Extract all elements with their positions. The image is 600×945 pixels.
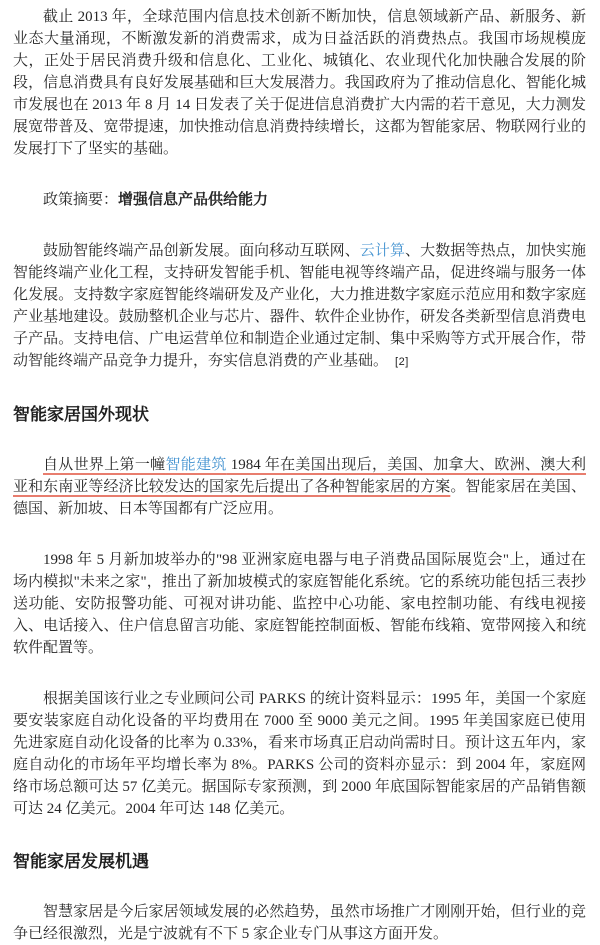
paragraph-singapore-expo: 1998 年 5 月新加坡举办的"98 亚洲家庭电器与电子消费品国际展览会"上，通过在场内模拟"未来之家"，推出了新加坡模式的家庭智能化系统。它的系统功能包括三表抄送功能、安防报警功能、可视对讲功能、监控中心功能、家电控制功能、有线电视接入、电话接入、住户信息留言功能、家庭智能控制面板、智能布线箱、宽带网接入和统软件配置等。 xyxy=(13,552,586,656)
citation-marker-2[interactable]: [2] xyxy=(395,356,409,368)
annotated-text-start: 自从世界上第一幢 xyxy=(43,457,166,473)
policy-detail-text-after: 、大数据等热点，加快实施智能终端产业化工程，支持研发智能手机、智能电视等终端产品，促进终端与服务一体化发展。支持数字家庭智能终端研发及产业化，大力推进数字家庭示范应用和数字家庭产业基地建设。鼓励整机企业与芯片、器件、软件企业协作，研发各类新型信息消费电子产品。支持电信、广电运营单位和制造企业通过定制、集中采购等方式开展合作，带动智能终端产品竞争力提升，夯实信息消费的产业基础。 xyxy=(13,243,586,369)
paragraph-intro: 截止 2013 年，全球范围内信息技术创新不断加快，信息领域新产品、新服务、新业态大量涌现，不断激发新的消费需求，成为日益活跃的消费热点。我国市场规模庞大，正处于居民消费升级和信息化、工业化、城镇化、农业现代化加快融合发展的阶段，信息消费具有良好发展基础和巨大发展潜力。我国政府为了推动信息化、智能化城市发展也在 2013 年 8 月 14 日发表了关于促进信息消费扩大内需的若干意见，大力测发展宽带普及、宽带提速，加快推动信息消费持续增长，这都为智能家居、物联网行业的发展打下了坚实的基础。 xyxy=(13,9,586,157)
paragraph-policy-detail xyxy=(13,240,586,373)
policy-summary-label: 政策摘要： xyxy=(43,192,119,208)
paragraph-opportunity: 智慧家居是今后家居领域发展的必然趋势，虽然市场推广才刚刚开始，但行业的竞争已经很激烈，光是宁波就有不下 5 家企业专门从事这方面开发。 xyxy=(13,904,586,942)
heading-development-opportunity: 智能家居发展机遇 xyxy=(13,852,149,871)
paragraph-parks-statistics: 根据美国该行业之专业顾问公司 PARKS 的统计资料显示：1995 年，美国一个家庭要安装家庭自动化设备的平均费用在 7000 至 9000 美元之间。1995 年美国家庭已使用先进家庭自动化设备的比率为 0.33%，看来市场真正启动尚需时日。预计这五年内，家庭自动化的市场年平均增长率为 8%。PARKS 公司的资料亦显示：到 2004 年，家庭网络市场总额可达 57 亿美元。据国际专家预测，到 2000 年底国际智能家居的产品销售额可达 24 亿美元。2004 年可达 148 亿美元。 xyxy=(13,691,586,817)
annotated-text-rest: 1984 年在美国出现后，美国、加拿大、欧洲、澳大利亚和东南亚等经济比较发达的国家先后提出了各种智能家居的方案 xyxy=(13,457,586,495)
cloud-computing-link[interactable]: 云计算 xyxy=(359,243,406,259)
paragraph-overseas-annotated xyxy=(13,454,586,520)
policy-detail-text-before: 鼓励智能终端产品创新发展。面向移动互联网、 xyxy=(43,243,360,259)
overseas-paragraph-tail: 。智能家居在美国、德国、新加坡、日本等国都有广泛应用。 xyxy=(13,479,586,517)
policy-summary-highlight: 增强信息产品供给能力 xyxy=(118,192,269,208)
intelligent-building-link[interactable]: 智能建筑 xyxy=(165,457,227,473)
paragraph-policy-summary xyxy=(13,189,586,211)
heading-overseas-status: 智能家居国外现状 xyxy=(13,405,149,424)
